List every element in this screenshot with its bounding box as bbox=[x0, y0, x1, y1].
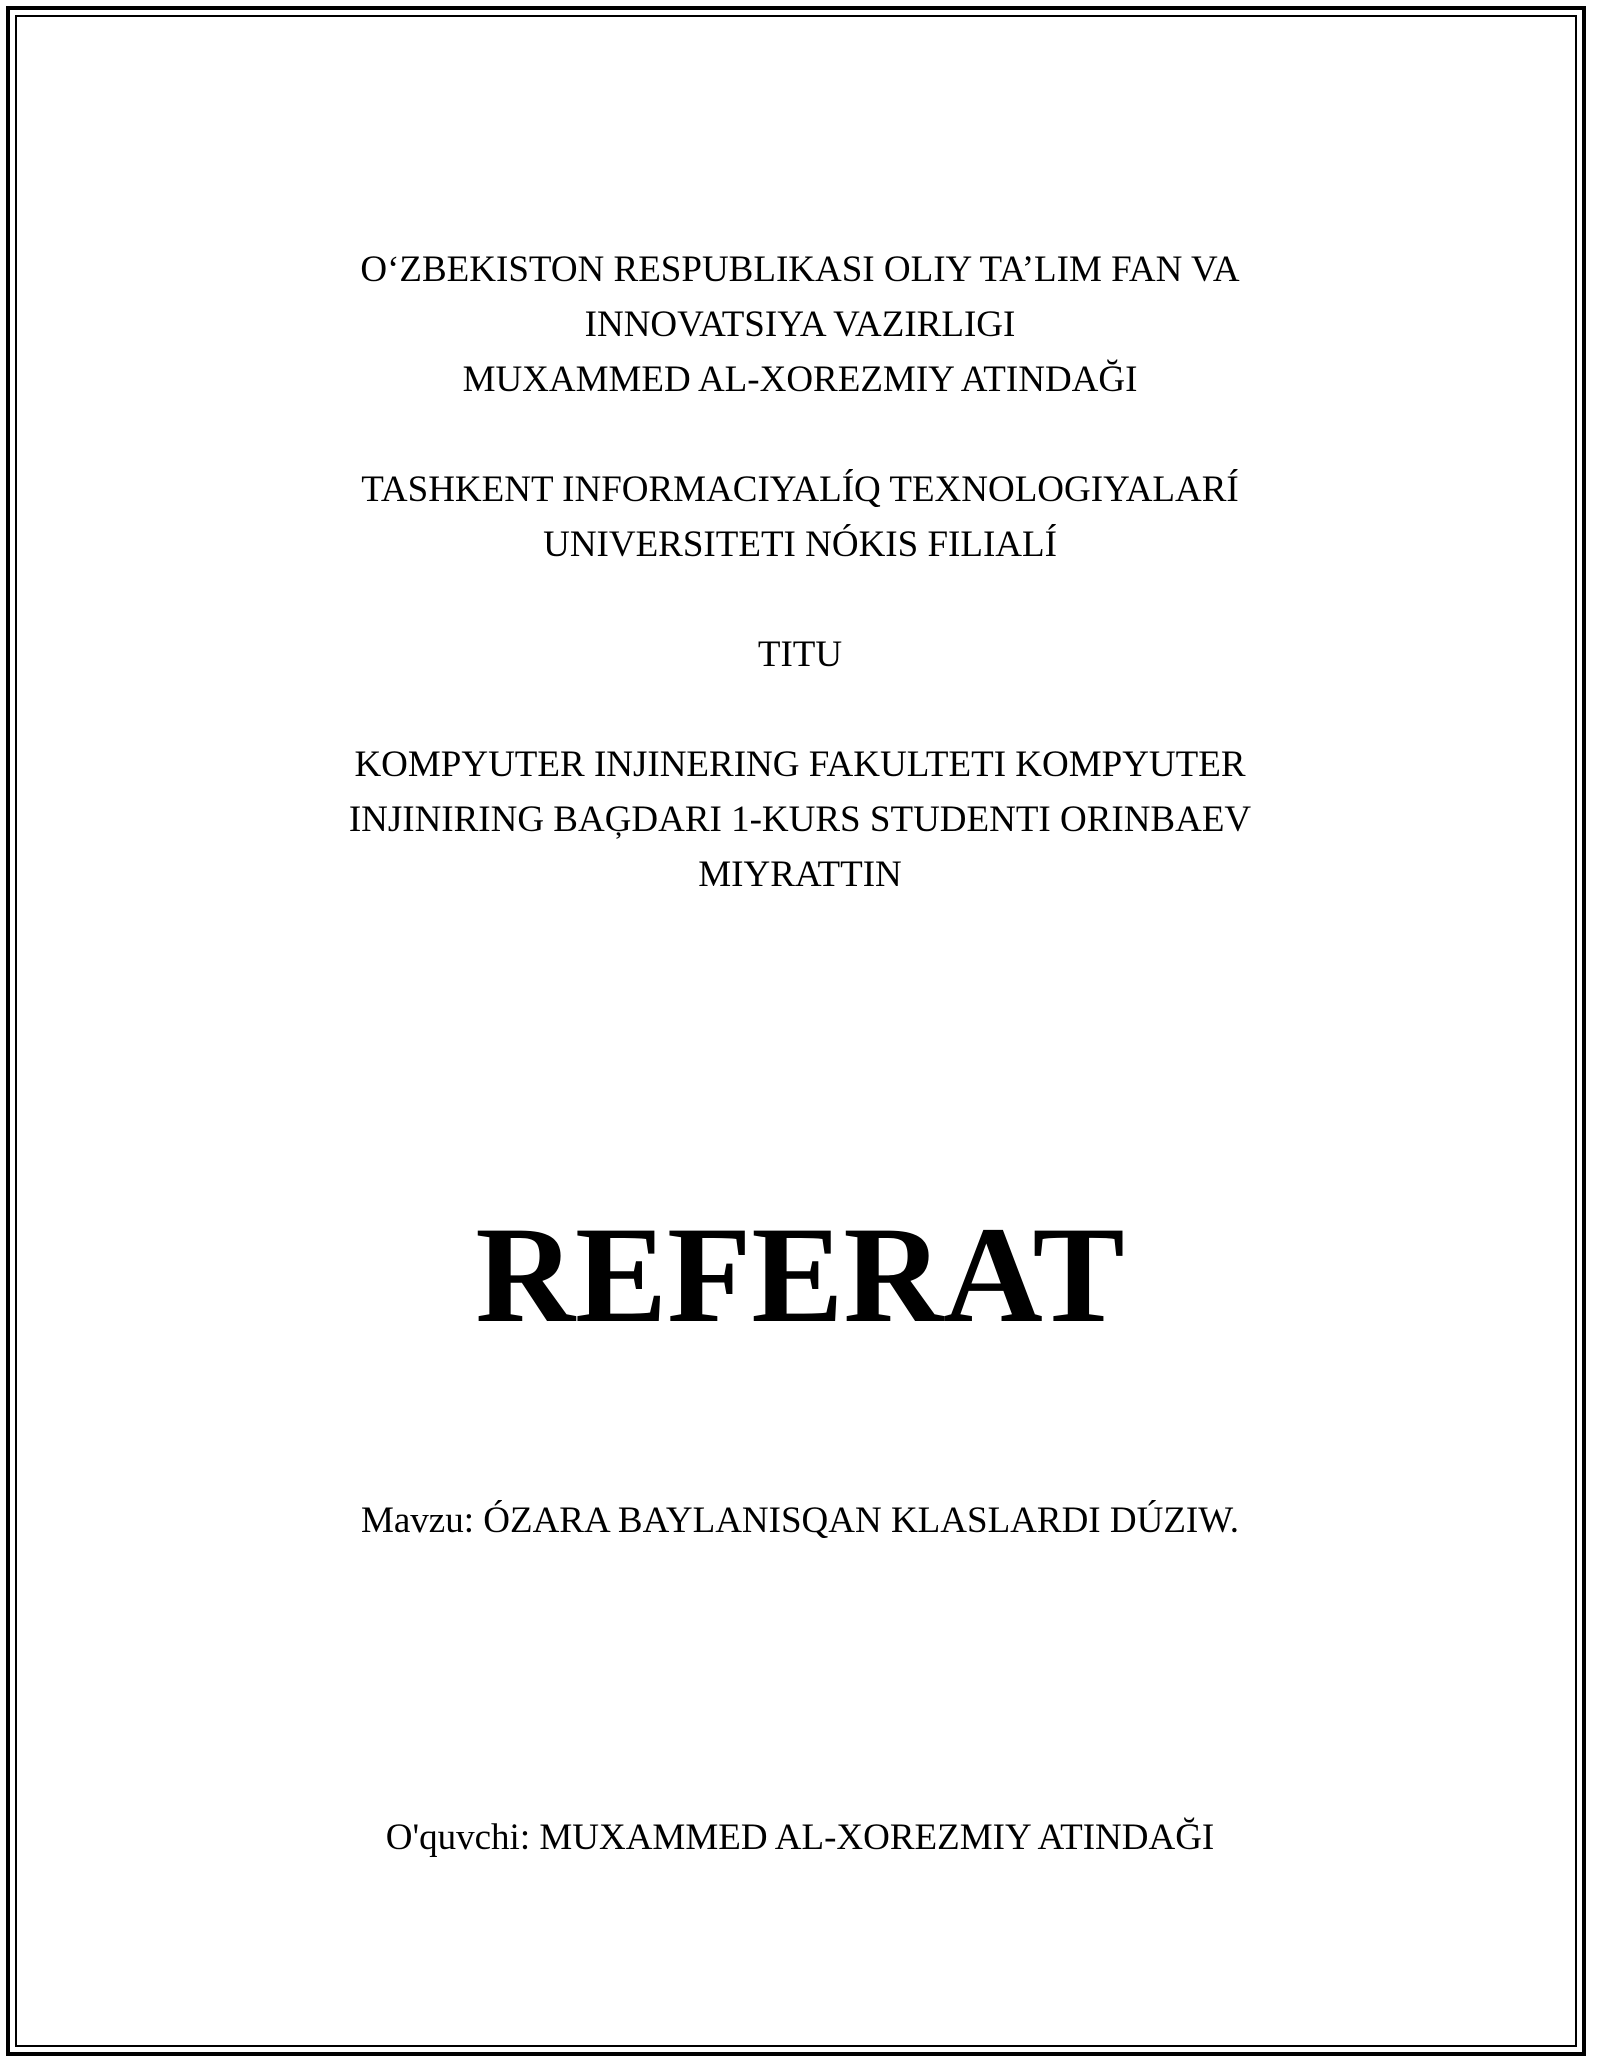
student-line-3: MIYRATTIN bbox=[698, 854, 902, 895]
topic-line: Mavzu: ÓZARA BAYLANISQAN KLASLARDI DÚZIW. bbox=[360, 1500, 1240, 1541]
reader-line: O'quvchi: MUXAMMED AL-XOREZMIY ATINDAĞI bbox=[385, 1817, 1215, 1858]
ministry-line-1: O‘ZBEKISTON RESPUBLIKASI OLIY TA’LIM FAN VA bbox=[360, 249, 1240, 290]
ministry-line-2: INNOVATSIYA VAZIRLIGI bbox=[584, 304, 1016, 345]
university-line-2: UNIVERSITETI NÓKIS FILIALÍ bbox=[543, 524, 1057, 565]
student-line-1: KOMPYUTER INJINERING FAKULTETI KOMPYUTER bbox=[354, 744, 1246, 785]
ministry-line-3: MUXAMMED AL-XOREZMIY ATINDAĞI bbox=[462, 359, 1138, 400]
student-line-2: INJINIRING BAĢDARI 1-KURS STUDENTI ORINBAEV bbox=[348, 799, 1252, 840]
university-abbreviation: TITU bbox=[757, 634, 843, 675]
university-line-1: TASHKENT INFORMACIYALÍQ TEXNOLOGIYALARÍ bbox=[361, 469, 1239, 510]
document-title: REFERAT bbox=[475, 1198, 1125, 1351]
